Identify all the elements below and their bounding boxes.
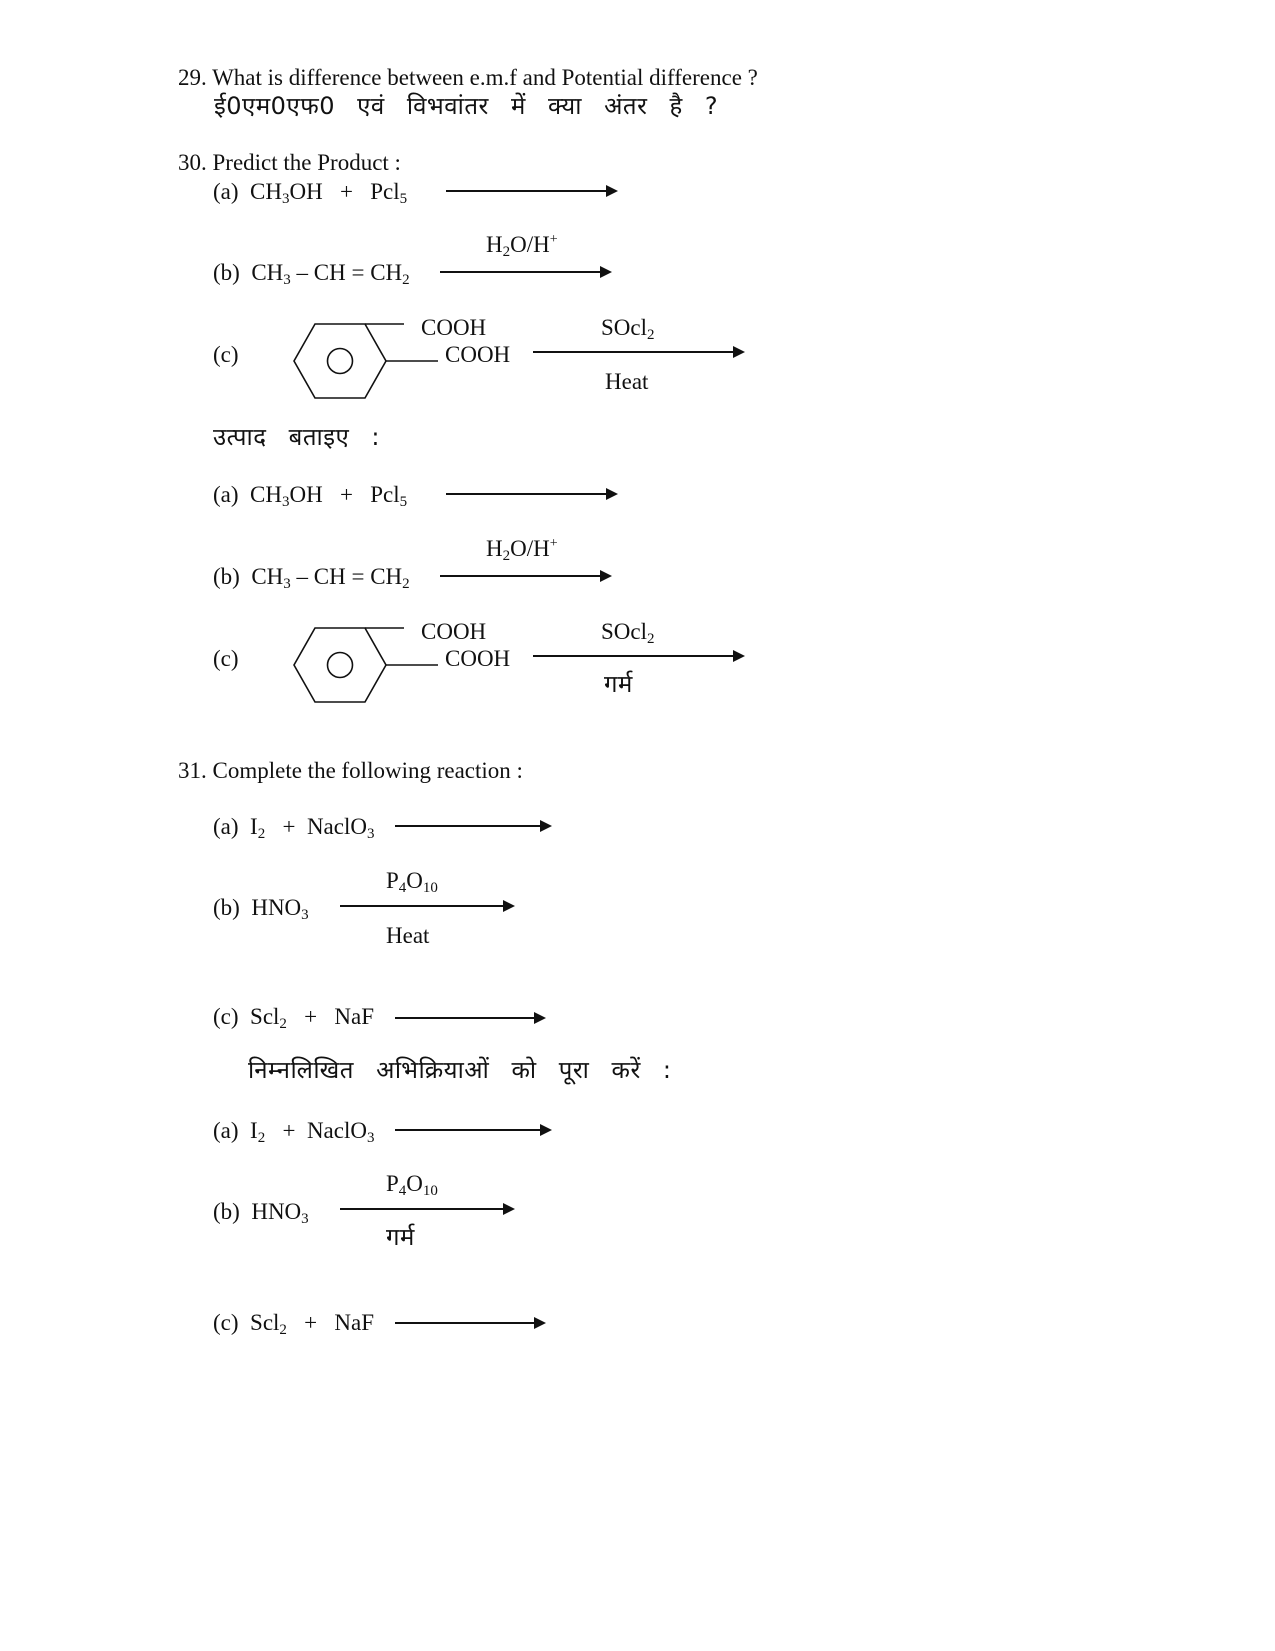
q30-a-reaction-repeat: (a) CH3OH + Pcl5 (213, 482, 408, 510)
q30-c-label: (c) (213, 342, 239, 367)
q30-a-reaction: (a) CH3OH + Pcl5 (213, 179, 408, 207)
reaction-arrow (340, 1208, 513, 1210)
reaction-arrow (395, 1017, 544, 1019)
q30-c-cooh-bottom: COOH (445, 342, 511, 367)
q31-b-reaction-repeat: (b) HNO3 (213, 1199, 309, 1227)
q30-b-reaction: (b) CH3 – CH = CH2 (213, 260, 410, 288)
q31-c-reaction: (c) Scl2 + NaF (213, 1004, 375, 1032)
benzene-circle (328, 349, 353, 374)
q31-title-english: 31. Complete the following reaction : (178, 758, 523, 783)
reaction-arrow (440, 575, 610, 577)
q31-title-hindi: निम्नलिखित अभिक्रियाओं को पूरा करें : (248, 1056, 672, 1084)
q31-b-reagent-repeat: P4O10 (386, 1171, 438, 1199)
q31-c-reaction-repeat: (c) Scl2 + NaF (213, 1310, 375, 1338)
q31-a-reaction: (a) I2 + NaclO3 (213, 814, 375, 842)
q30-c-reagent-repeat: SOcl2 (601, 619, 655, 647)
reaction-arrow (395, 825, 550, 827)
reaction-arrow (533, 655, 743, 657)
q30-c-condition-heat: Heat (605, 369, 649, 394)
q30-b-reaction-repeat: (b) CH3 – CH = CH2 (213, 564, 410, 592)
q30-b-condition-repeat: H2O/H+ (486, 536, 558, 564)
benzene-circle (328, 653, 353, 678)
q31-a-reaction-repeat: (a) I2 + NaclO3 (213, 1118, 375, 1146)
q31-b-reagent: P4O10 (386, 868, 438, 896)
q30-title-hindi: उत्पाद बताइए : (213, 423, 381, 451)
q29-english: 29. What is difference between e.m.f and Potential difference ? (178, 65, 758, 90)
q31-b-reaction: (b) HNO3 (213, 895, 309, 923)
q30-c-condition-hindi: गर्म (604, 670, 633, 698)
reaction-arrow (446, 190, 616, 192)
benzene-hexagon (294, 628, 386, 702)
q30-c-cooh-top-repeat: COOH (421, 619, 487, 644)
q30-c-cooh-top: COOH (421, 315, 487, 340)
q31-b-condition-hindi: गर्म (386, 1223, 415, 1251)
benzene-hexagon (294, 324, 386, 398)
reaction-arrow (440, 271, 610, 273)
reaction-arrow (395, 1129, 550, 1131)
q30-title-english: 30. Predict the Product : (178, 150, 401, 175)
reaction-arrow (340, 905, 513, 907)
reaction-arrow (395, 1322, 544, 1324)
q30-c-cooh-bottom-repeat: COOH (445, 646, 511, 671)
q29-hindi: ई0एम0एफ0 एवं विभवांतर में क्या अंतर है ? (214, 92, 719, 120)
q30-c-label-repeat: (c) (213, 646, 239, 671)
q30-b-condition: H2O/H+ (486, 232, 558, 260)
reaction-arrow (446, 493, 616, 495)
q31-b-condition-heat: Heat (386, 923, 430, 948)
q30-c-reagent: SOcl2 (601, 315, 655, 343)
reaction-arrow (533, 351, 743, 353)
